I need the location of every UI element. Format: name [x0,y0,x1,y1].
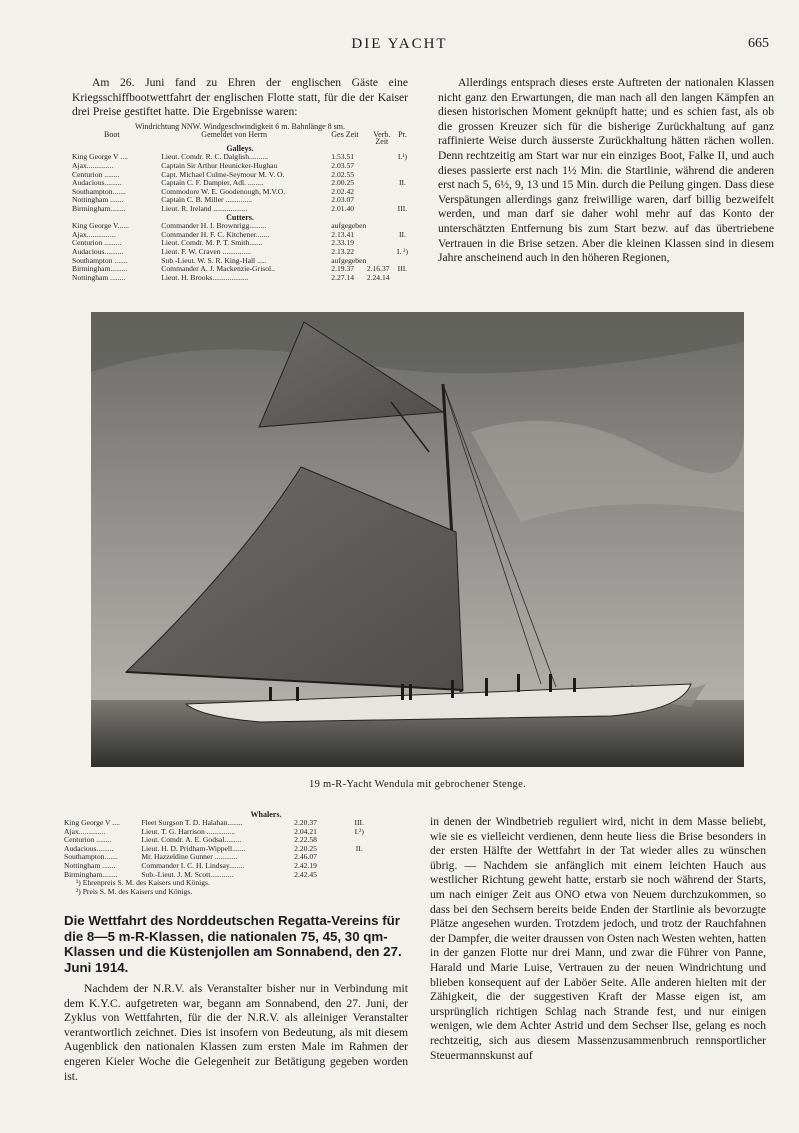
cell-verb [367,179,397,188]
cell-boat: Nottingham ....... [64,860,116,870]
cell-helm: Lieut. H. D. Pridham-Wippell....... [141,843,246,853]
cell-verb: 2.24.14 [366,272,390,282]
header-verb: Verb. Zeit [373,129,391,146]
cell-boat: Southampton ....... [72,255,128,265]
cell-boat: Audacious.......... [72,246,124,256]
footnote-1: ¹) Ehrenpreis S. M. des Kaisers und Königs. [76,878,210,888]
cell-prize: I.¹) [397,152,408,162]
cell-prize: III. [354,818,364,827]
cell-prize: I. ²) [396,246,408,256]
article-headline: Die Wettfahrt des Norddeutschen Regatta-Vereins für die 8—5 m-R-Klassen, die nationalen 75, 45, 30 qm-Klassen und die Küstenjollen am Sonnabend, den 27. Juni 1914. [64,913,402,975]
cell-verb [327,871,354,880]
cell-time: 1.53.51 [331,152,355,162]
cell-helm: Commander H. F. C. Kitchener....... [161,229,270,239]
yacht-photo-drawing [91,312,744,767]
left-top-column [72,76,408,282]
cell-boat: Nottingham ....... [72,195,124,205]
cell-prize [355,871,365,880]
cell-verb [367,162,397,171]
section-title-cutters: Cutters. [226,212,254,222]
cell-verb [327,862,354,871]
cell-boat: Audacious......... [64,843,114,853]
cell-time: 2.22.58 [294,835,317,845]
cutters-rows [72,222,408,282]
cell-verb: 2.16.37 [366,264,390,274]
header-helm: Gemeldet von Herrn [201,129,268,139]
cell-prize: I.²) [354,826,364,836]
cell-helm: Lieut. T. G. Harrison ............... [141,826,236,836]
footnote-2: ²) Preis S. M. des Kaisers und Königs. [76,886,193,896]
cell-time: 2.33.19 [331,238,355,248]
right-bottom-paragraph: in denen der Windbetrieb reguliert wird, nicht in dem Masse beliebt, wie sie es vielleicht verdienen, denn heute liess die Brise besonders in der ersten Hälfte der Wettfahrt in der Tat wieder alles zu wünschen übrig. — Nachdem sie anfänglich mit einem leichten Hauch aus westlicher Richtung geweht hatte, erstarb sie noch während der Starts, um nach einiger Zeit aus ONO etwa von Neuem durchzukommen, so dass bei den Sechsern bereits beide Enden der Startlinie als bevorzugte Plätze angesehen wurden. Trotzdem jedoch, und trotz der Rauchfahnen der Dampfer, die weiter draussen von Osten nach Westen wehten, hatten in der ganzen Flotte nur drei Mann, und zwar die Führer von Panne, Harald und Marie Luise, Vertrauen zu der neuen Windrichtung und blieben konsequent auf der Laböer Seite. Alle anderen hielten mit der Zähigkeit, die der suggestiven Kraft der Masse eigen ist, am ursprünglich richtigen Schlag nach Strande fest, und nur einigen wenigen, wie dem Achter Astrid und dem Sechser Ilse, gelang es noch rechtzeitig, sich aus diesem Massenzusammenbruch rennsportlicher Steuermannskunst auf [430,815,766,1062]
cell-helm: Captain C. F. Dampier, Adl. ........ [161,178,264,188]
cell-time: 2.04.21 [294,826,317,836]
cell-time: 2.46.07 [294,852,317,862]
cell-time: 2.03.07 [331,195,355,205]
cell-prize: III. [397,264,408,274]
cell-prize [397,274,408,283]
cell-verb [367,153,397,162]
cell-helm: Lieut. Comdr. R. C. Dalglish.......... [161,152,269,162]
cell-time: 2.42.45 [294,869,317,879]
cell-helm: Commander I. C. H. Lindsay........ [141,860,245,870]
cell-boat: Birmingham........ [64,869,118,879]
cell-boat: Audacious......... [72,178,122,188]
running-title: DIE YACHT [351,36,448,52]
cell-boat: Ajax.............. [72,160,114,170]
cell-helm: Sub -Lieut. W. S. R. King-Hall ..... [161,255,267,265]
cell-helm: Captain Sir Arthur Heunicker-Hughau [161,160,278,170]
cell-verb [367,248,397,257]
cell-prize [397,188,408,197]
cell-helm: Commodore W. E. Goodenough, M.V.O. [161,186,286,196]
cell-time: 2.13.41 [331,229,355,239]
cell-time: 2.13.22 [331,246,355,256]
cell-time: 2.20.37 [294,818,317,827]
cell-verb [327,819,354,828]
cell-boat: Centurion ........ [64,835,112,845]
cell-prize: II. [398,178,406,188]
cell-verb [327,845,354,854]
right-top-paragraph: Allerdings entsprach dieses erste Auftreten der nationalen Klassen nicht ganz den Erwartungen, die man nach all den langen Kämpfen an diesen historischen Moment geknüpft hatte; und es schien fast, als ob die grossen Kreuzer sich für die bisherige Zurückhaltung auf ganz raffinierte Weise durch äusserste Zurückhaltung hätten rächen wollen. Denn rechtzeitig am Start war nur ein einziges Boot, Falke II, und auch dieses passierte erst nach 1½ Min. die Startlinie, während die anderen erst nach 5, 6½, 9, 13 und 15 Min. durch die Peilung gingen. Dass diese Verspätungen allerdings ganz freiwillige waren, darf billig bezweifelt werden, und man darf sie daher wohl mehr auf das Konto der unterschätzten Entfernung bis zum Start bezw. auf das übertriebene Vertrauen in die Brise setzen. Aber die kleinen Klassen sind in diesem Jahre anscheinend auch in den höheren Regionen, [438,76,774,265]
cell-boat: Southampton....... [64,852,118,862]
intro-paragraph: Am 26. Juni fand zu Ehren der englischen Gäste eine Kriegsschiffbootwettfahrt der englischen Flotte statt, für die der Kaiser drei Preise gestiftet hatte. Die Ergebnisse waren: [72,76,408,119]
header-boat: Boot [104,129,120,139]
cell-time: 2.03.57 [331,160,355,170]
cell-verb [367,171,397,180]
race-conditions: Windrichtung NNW. Windgeschwindigkeit 6 m. Bahnlänge 8 sm. [135,121,345,131]
cell-helm: Lieut. Comdr. A. E. Godsal......... [141,835,242,845]
cell-time: 2.00.25 [331,178,355,188]
cell-time: 2.20.25 [294,843,317,853]
cell-time: 2.27.14 [331,272,355,282]
cell-prize [355,862,365,871]
cell-verb [367,222,397,231]
section-title-galleys: Galleys. [226,143,254,153]
cell-prize [355,853,365,862]
left-bottom-paragraph: Nachdem der N.R.V. als Veranstalter bisher nur in Verbindung mit dem K.Y.C. aufgetreten war, begann am Sonnabend, den 27. Juni, der Zyklus von Wettfahrten, für die der N.R.V. als alleiniger Veranstalter verantwortlich zeichnet. Dies ist insofern von Bedeutung, als mit diesem Augenblick den nationalen Klassen zum ersten Male im Rahmen der engeren Kieler Woche die Gelegenheit zur Betätigung gegeben worden ist. [64,981,408,1083]
table-header-row [72,131,408,145]
cell-time: 2.02.42 [331,186,355,196]
cell-boat: Ajax............... [72,229,116,239]
cell-verb [327,828,354,837]
cell-verb [327,853,354,862]
cell-verb [367,239,397,248]
cell-time: aufgegeben [331,255,367,265]
cell-helm: Commander H. I. Brownrigg......... [161,221,267,231]
cell-boat: King George V .... [72,152,128,162]
yacht-photo [91,312,744,767]
galleys-rows [72,153,408,213]
cell-time: aufgegeben [331,221,367,231]
cell-boat: Birmingham........ [72,203,126,213]
cell-verb [367,188,397,197]
cell-time: 2.01.40 [331,203,355,213]
cell-helm: Lieut. Comdr. M. P. T. Smith....... [161,238,263,248]
whalers-rows [64,819,364,879]
cell-helm: Mr. Hazzeldine Gunner ............ [141,852,238,862]
header-prize: Pr. [398,129,407,139]
cell-verb [367,205,397,214]
cell-helm: Commander A. J. Mackenzie-Grisol.. [161,264,275,274]
cell-helm: Sub.-Lieut. J. M. Scott............ [141,869,234,879]
cell-prize: II. [355,843,363,853]
results-table-galleys-cutters [72,131,408,283]
cell-time: 2.19.37 [331,264,355,274]
cell-helm: Captain C. B. Miller .............. [161,195,252,205]
cell-boat: Centurion ......... [72,238,122,248]
cell-prize [397,162,408,171]
cell-verb [367,196,397,205]
cell-prize: II. [398,229,406,239]
right-top-column [438,76,774,266]
cell-boat: King George V .... [64,818,120,827]
cell-boat: Birmingham......... [72,264,128,274]
table-row [72,274,408,283]
cell-boat: Centurion ........ [72,169,120,179]
cell-time: 2.02.55 [331,169,355,179]
cell-helm: Lieut. F. W. Craven ............... [161,246,251,256]
left-bottom-column [64,810,408,1084]
cell-helm: Fleet Surgson T. D. Halahan........ [141,818,243,827]
cell-verb [367,231,397,240]
cell-boat: King George V...... [72,221,129,231]
cell-helm: Capt. Michael Culme-Seymour M. V. O. [161,169,285,179]
cell-helm: Lieut. R. Ireland .................. [161,203,248,213]
results-table-whalers [64,819,364,879]
cell-boat: Southampton....... [72,186,126,196]
cell-boat: Nottingham ........ [72,272,126,282]
right-bottom-column [430,815,766,1063]
photo-caption: 19 m-R-Yacht Wendula mit gebrochener Stenge. [309,779,526,790]
cell-prize: III. [397,203,408,213]
cell-time: 2.42.19 [294,860,317,870]
page-number: 665 [748,36,769,51]
cell-verb [327,836,354,845]
cell-boat: Ajax.............. [64,826,106,836]
cell-helm: Lieut. H. Brooks................... [161,272,249,282]
header-time: Ges Zeit [331,129,359,139]
section-title-whalers: Whalers. [250,810,282,819]
